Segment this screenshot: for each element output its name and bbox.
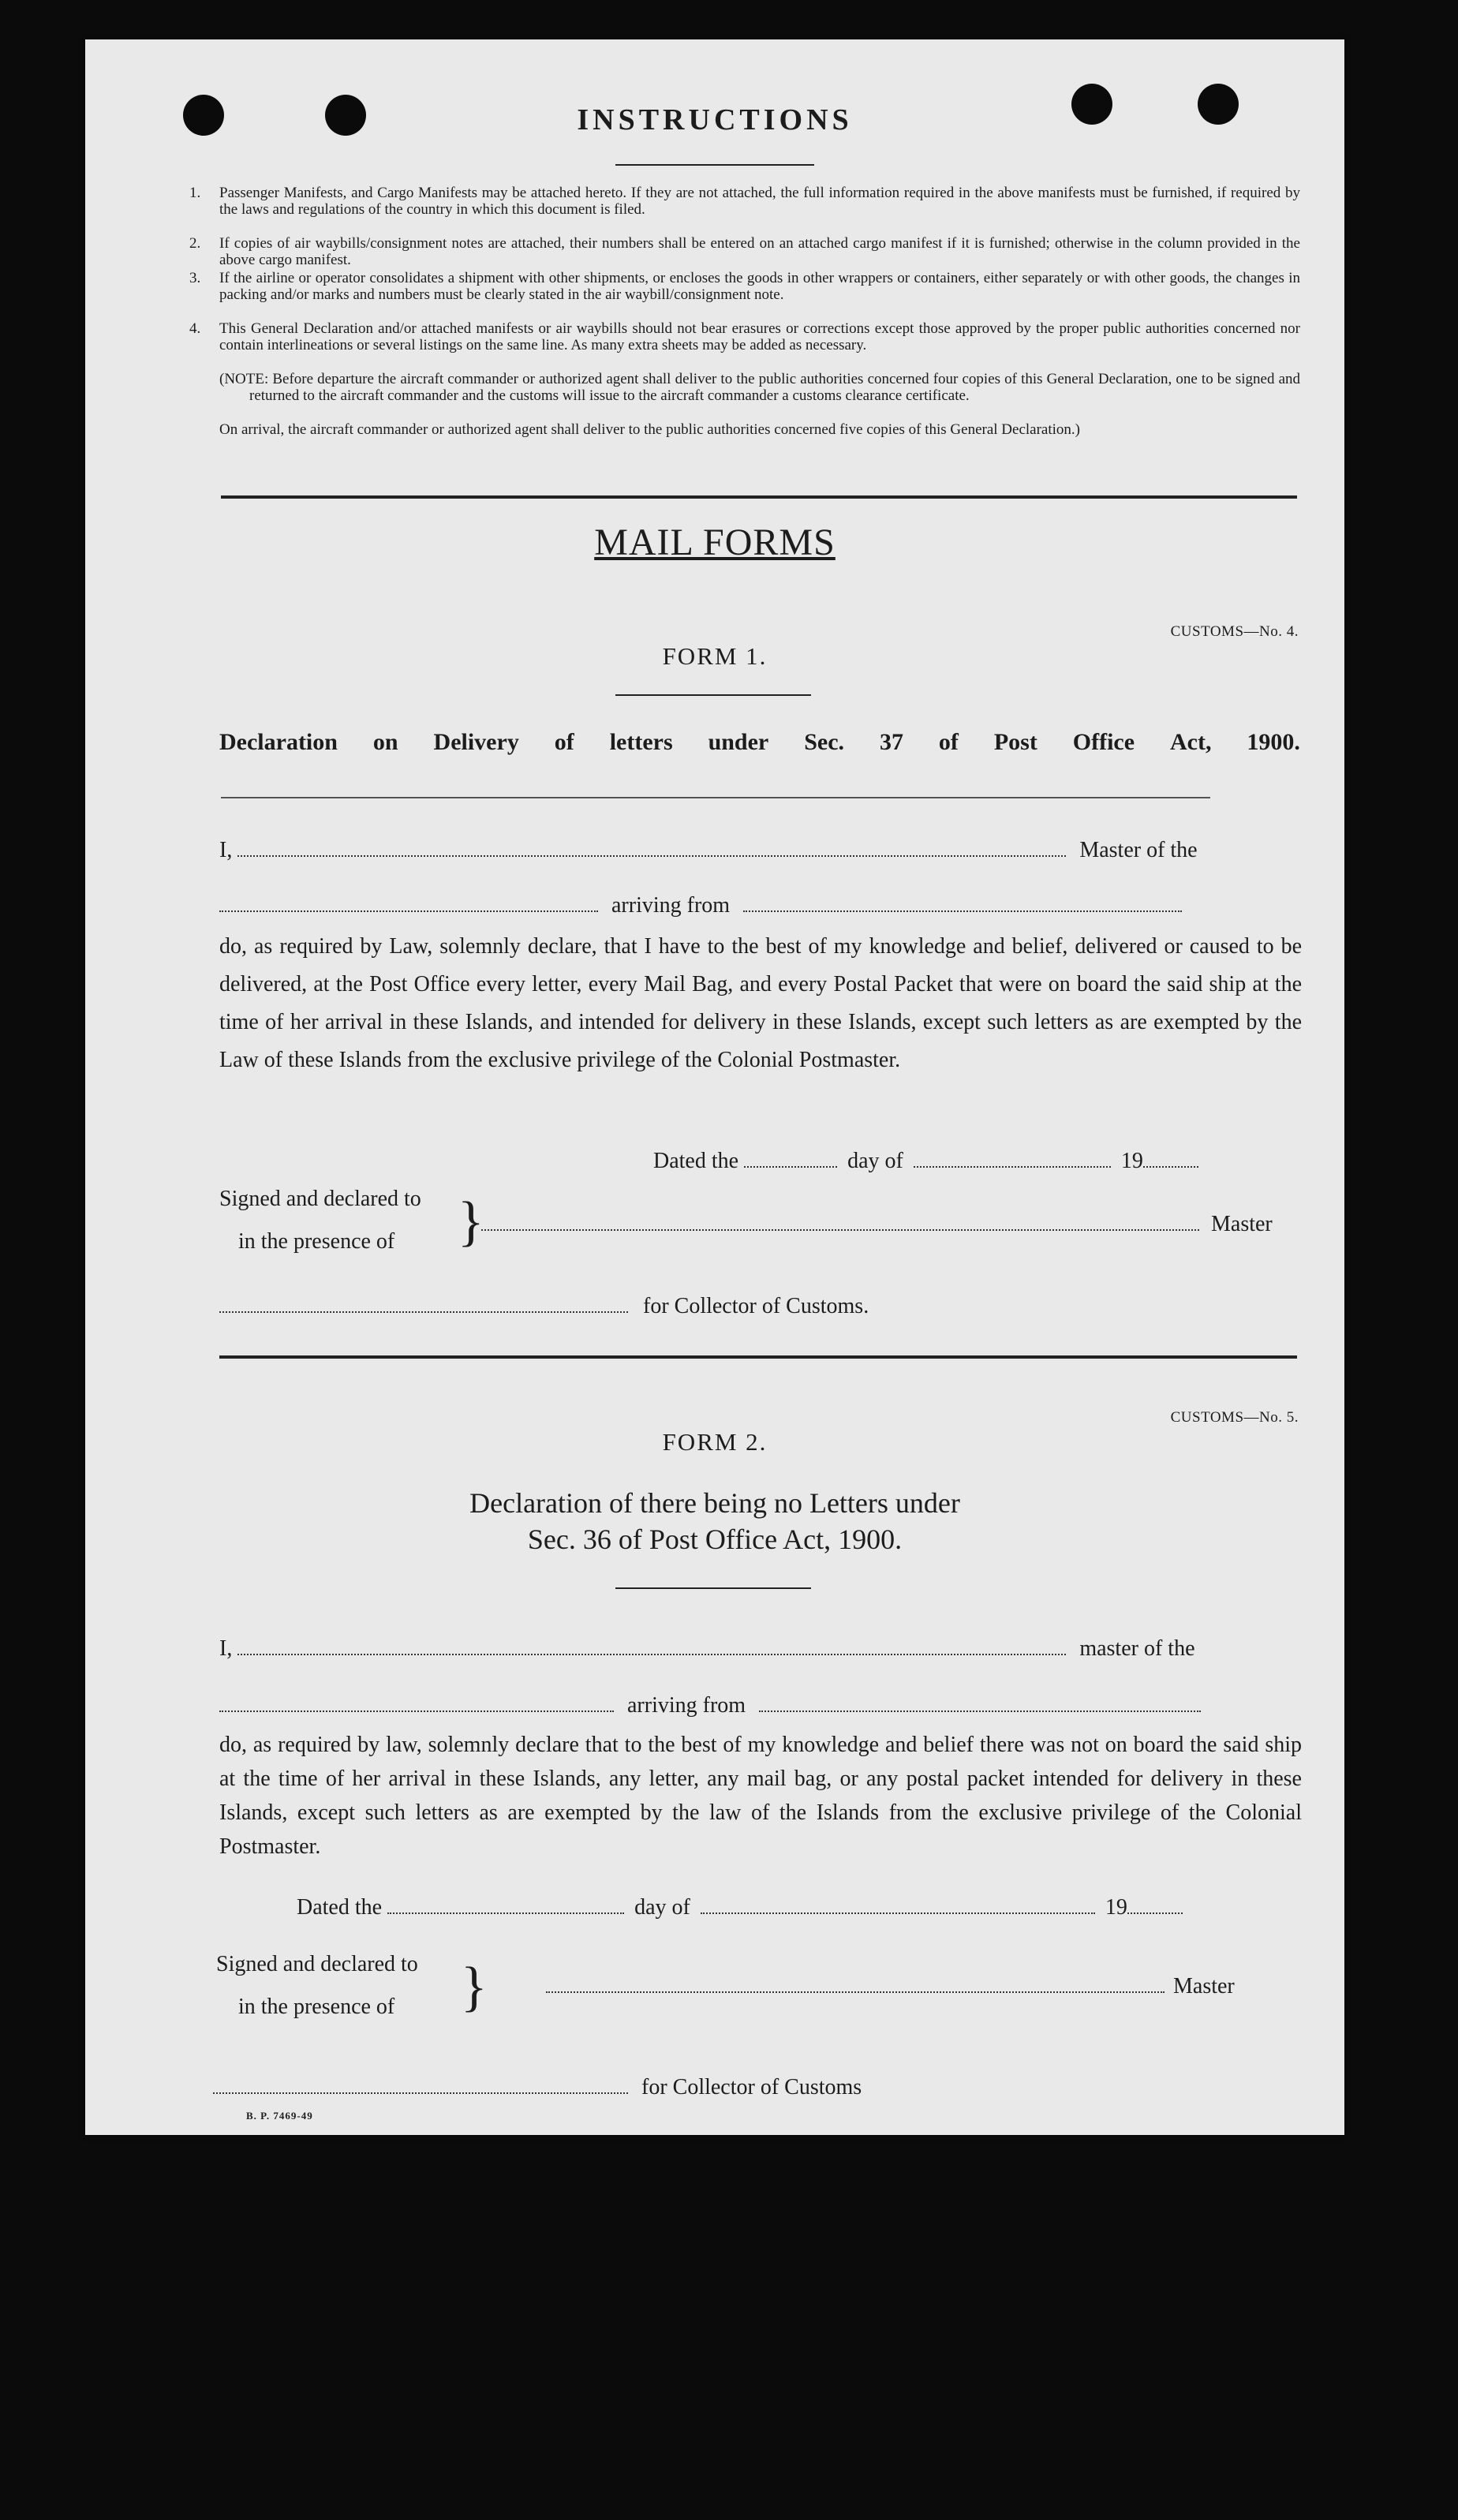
- form2-name-field[interactable]: [237, 1639, 1066, 1655]
- instruction-item-1: [189, 185, 1300, 218]
- form1-heading-rule: [221, 797, 1210, 798]
- form2-declaration-heading: Declaration of there being no Letters under Sec. 36 of Post Office Act, 1900.: [469, 1487, 960, 1555]
- form2-body-text: do, as required by law, solemnly declare that to the best of my knowledge and belief there was not on board the said ship at the time of her arrival in these Islands, any letter, any mail bag, or any postal packet intended for delivery in these Islands, except such letters as are exempted by the law of the Islands from the exclusive privilege of the Colonial Postmaster.: [219, 1733, 1302, 1859]
- form2-dated-line: Dated the day of 19: [297, 1895, 1183, 1920]
- instruction-number: 4.: [189, 320, 201, 337]
- instruction-item-4: [189, 320, 1300, 353]
- instructions-title-rule: [615, 164, 814, 166]
- instruction-text: This General Declaration and/or attached manifests or air waybills should not bear erasures or corrections except those approved by the proper public authorities concerned nor contain interlineations or several listings on the same line. As many extra sheets may be added as necessary.: [219, 320, 1300, 353]
- form2-master-signature-field[interactable]: [546, 1977, 1165, 1993]
- instruction-text: Passenger Manifests, and Cargo Manifests may be attached hereto. If they are not attached, the full information required in the above manifests must be furnished, if required by the laws and regulations of the country in which this document is filed.: [219, 185, 1300, 218]
- instruction-text: If copies of air waybills/consignment notes are attached, their numbers shall be entered on an attached cargo manifest if it is furnished; otherwise in the column provided in the above cargo manifest.: [219, 235, 1300, 268]
- form1-date-month-field[interactable]: [914, 1152, 1111, 1168]
- form2-brace: }: [461, 1957, 488, 2017]
- form1-date-year-field[interactable]: [1143, 1152, 1198, 1168]
- form1-name-field[interactable]: [237, 841, 1066, 857]
- form1-collector-line: for Collector of Customs.: [219, 1294, 869, 1319]
- form1-ship-field[interactable]: [219, 896, 598, 912]
- form2-date-day-field[interactable]: [387, 1898, 624, 1914]
- section-divider-middle: [219, 1355, 1297, 1359]
- instruction-note-arrival: On arrival, the aircraft commander or authorized agent shall deliver to the public authorities concerned five copies of this General Declaration.): [219, 421, 1080, 438]
- form2-collector-line: for Collector of Customs: [213, 2075, 862, 2100]
- form2-date-month-field[interactable]: [701, 1898, 1095, 1914]
- form2-collector-signature-field[interactable]: [213, 2078, 628, 2094]
- form1-signed-block: Signed and declared to in the presence of } Master: [219, 1187, 1273, 1254]
- form1-declaration-heading: Declaration on Delivery of letters under Sec. 37 of Post Office Act, 1900.: [219, 729, 1300, 755]
- document-page: [85, 39, 1344, 2135]
- form1-master-line: I, Master of the: [219, 838, 1198, 862]
- mail-forms-title: MAIL FORMS: [594, 522, 836, 563]
- instruction-item-3: [189, 270, 1300, 303]
- form2-date-year-field[interactable]: [1127, 1898, 1183, 1914]
- form2-label: FORM 2.: [662, 1428, 768, 1456]
- instruction-number: 2.: [189, 235, 201, 252]
- section-divider-top: [221, 495, 1297, 499]
- form2-customs-number: CUSTOMS—No. 5.: [1170, 1409, 1299, 1426]
- form2-ship-field[interactable]: [219, 1696, 614, 1712]
- form1-dated-line: Dated the day of 19: [653, 1149, 1198, 1174]
- form1-label: FORM 1.: [662, 642, 768, 670]
- instruction-number: 1.: [189, 185, 201, 201]
- form1-date-day-field[interactable]: [744, 1152, 837, 1168]
- form1-collector-signature-field[interactable]: [219, 1297, 628, 1313]
- form1-customs-number: CUSTOMS—No. 4.: [1170, 623, 1299, 640]
- form1-label-rule: [615, 694, 811, 696]
- footer-print-code: B. P. 7469-49: [246, 2110, 313, 2122]
- instructions-title: INSTRUCTIONS: [577, 103, 853, 136]
- form2-master-line: I, master of the: [219, 1636, 1195, 1661]
- form2-heading-rule: [615, 1587, 811, 1589]
- form2-origin-field[interactable]: [759, 1696, 1201, 1712]
- form1-arriving-line: arriving from: [219, 893, 1182, 918]
- instruction-note: (NOTE: Before departure the aircraft commander or authorized agent shall deliver to the public authorities concerned four copies of this General Declaration, one to be signed and returned to the aircraft commander and the customs will issue to the aircraft commander a customs clearance certificate.: [219, 371, 1300, 404]
- form1-body-text: do, as required by Law, solemnly declare, that I have to the best of my knowledge and belief, delivered or caused to be delivered, at the Post Office every letter, every Mail Bag, and every Postal Packet that were on board the said ship at the time of her arrival in these Islands, and intended for delivery in these Islands, except such letters as are exempted by the Law of these Islands from the exclusive privilege of the Colonial Postmaster.: [219, 934, 1302, 1072]
- form1-brace: }: [458, 1191, 484, 1252]
- form1-origin-field[interactable]: [743, 896, 1182, 912]
- instruction-number: 3.: [189, 270, 201, 286]
- instruction-item-2: [189, 235, 1300, 268]
- form1-master-signature-field[interactable]: [481, 1215, 1199, 1231]
- form2-arriving-line: arriving from: [219, 1693, 1201, 1718]
- form2-signed-block: Signed and declared to in the presence of } Master: [216, 1952, 1235, 2019]
- instruction-text: If the airline or operator consolidates a shipment with other shipments, or encloses the goods in other wrappers or containers, either separately or with other goods, the changes in packing and/or marks and numbers must be clearly stated in the air waybill/consignment note.: [219, 270, 1300, 303]
